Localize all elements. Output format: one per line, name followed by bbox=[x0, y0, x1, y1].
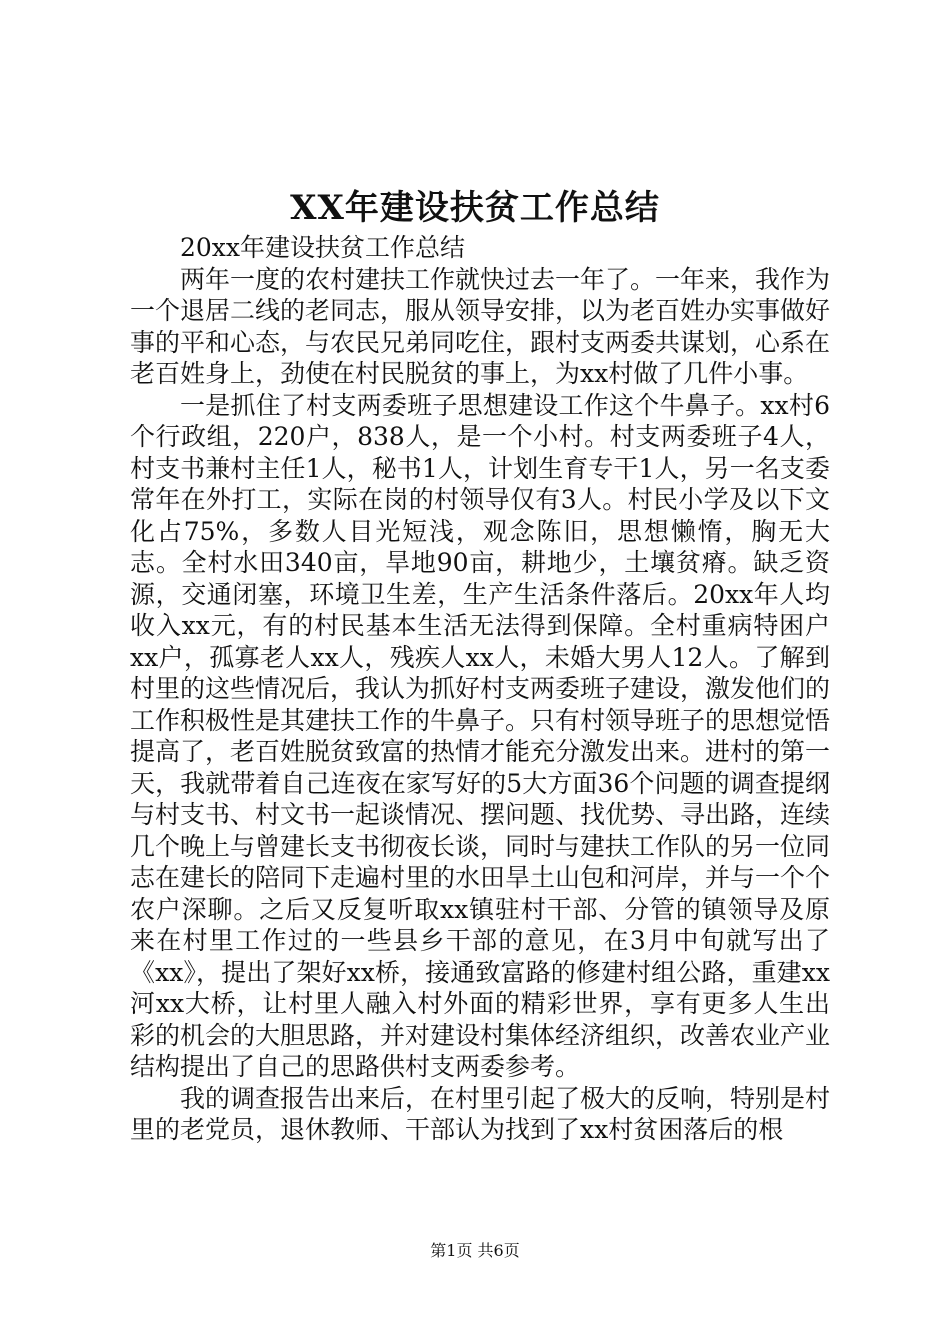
paragraph-point-one: 一是抓住了村支两委班子思想建设工作这个牛鼻子。xx村6个行政组，220户，838人，是一个小村。村支两委班子4人，村支书兼村主任1人，秘书1人，计划生育专干1人，另一名支委常年在外打工，实际在岗的村领导仅有3人。村民小学及以下文化占75%，多数人目光短浅，观念陈旧，思想懒惰，胸无大志。全村水田340亩，旱地90亩，耕地少，土壤贫瘠。缺乏资源，交通闭塞，环境卫生差，生产生活条件落后。20xx年人均收入xx元，有的村民基本生活无法得到保障。全村重病特困户xx户，孤寡老人xx人，残疾人xx人，未婚大男人12人。了解到村里的这些情况后，我认为抓好村支两委班子建设，激发他们的工作积极性是其建扶工作的牛鼻子。只有村领导班子的思想觉悟提高了，老百姓脱贫致富的热情才能充分激发出来。进村的第一天，我就带着自己连夜在家写好的5大方面36个问题的调查提纲与村支书、村文书一起谈情况、摆问题、找优势、寻出路，连续几个晚上与曾建长支书彻夜长谈，同时与建扶工作队的另一位同志在建长的陪同下走遍村里的水田旱土山包和河岸，并与一个个农户深聊。之后又反复听取xx镇驻村干部、分管的镇领导及原来在村里工作过的一些县乡干部的意见，在3月中旬就写出了《xx》，提出了架好xx桥，接通致富路的修建村组公路，重建xx河xx大桥，让村里人融入村外面的精彩世界，享有更多人生出彩的机会的大胆思路，并对建设村集体经济组织，改善农业产业结构提出了自己的思路供村支两委参考。 bbox=[130, 390, 831, 1081]
document-body bbox=[130, 232, 830, 1146]
paragraph-intro: 两年一度的农村建扶工作就快过去一年了。一年来，我作为一个退居二线的老同志，服从领导安排，以为老百姓办实事做好事的平和心态，与农民兄弟同吃住，跟村支两委共谋划，心系在老百姓身上，劲使在村民脱贫的事上，为xx村做了几件小事。 bbox=[130, 264, 831, 388]
page-number-footer: 第1页 共6页 bbox=[430, 1241, 520, 1260]
paragraph-subtitle: 20xx年建设扶贫工作总结 bbox=[180, 233, 466, 262]
document-title: XX年建设扶贫工作总结 bbox=[290, 188, 660, 228]
paragraph-report-response: 我的调查报告出来后，在村里引起了极大的反响，特别是村里的老党员，退休教师、干部认为找到了xx村贫困落后的根 bbox=[130, 1083, 831, 1144]
